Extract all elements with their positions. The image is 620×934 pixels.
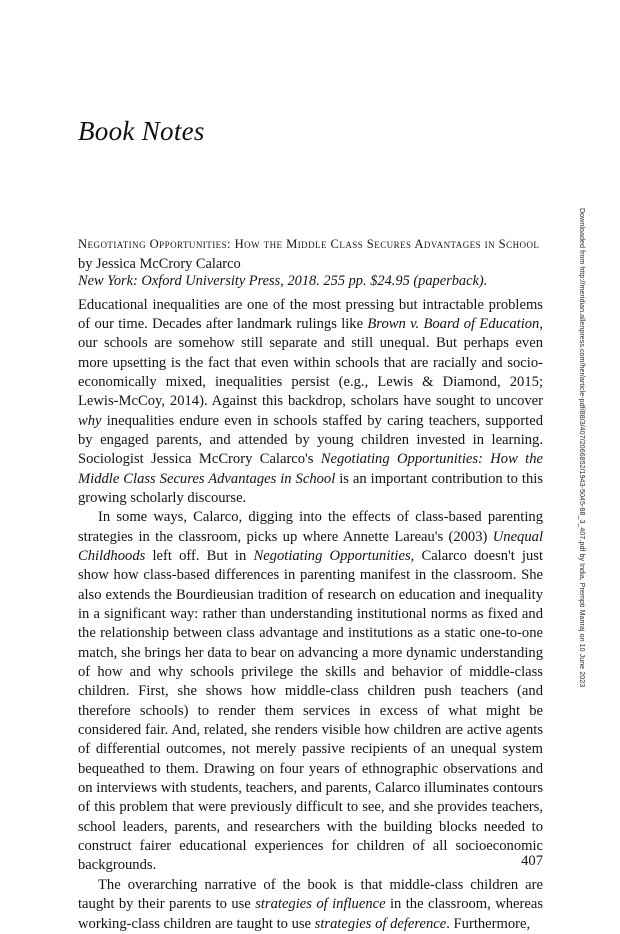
- book-title-heading: Negotiating Opportunities: How the Middle Class Secures Advantages in School: [78, 237, 540, 251]
- paragraph-1-italic-booktitle: Negotiating Opportunities: How the Middle Class Secures Advantages in School: [78, 451, 543, 487]
- paragraph-1-text-d: is an important contribution to this growing scholarly discourse.: [78, 470, 544, 506]
- paragraph-3-text-a: The overarching narrative of the book is that middle-class children are taught by their parents to use: [78, 876, 543, 913]
- paragraph-2-italic-negotiating-opportunities: Negotiating Opportunities: [253, 547, 411, 564]
- paragraph-1-italic-brown: Brown v. Board of Education: [367, 315, 540, 332]
- paragraph-3-italic-deference: strategies of deference: [314, 915, 447, 932]
- paragraph-2-text-b: left off. But in: [145, 547, 254, 564]
- body-paragraph-2: [78, 508, 543, 876]
- body-paragraph-1: [78, 296, 543, 509]
- text-column: [78, 236, 543, 934]
- paragraph-2-italic-unequal-childhoods: Unequal Childhoods: [78, 528, 543, 564]
- book-author-byline: by Jessica McCrory Calarco: [78, 255, 241, 272]
- book-publication-info: New York: Oxford University Press, 2018. 255 pp. $24.95 (paperback).: [78, 273, 488, 289]
- paragraph-1-italic-why: why: [78, 412, 102, 429]
- paragraph-1-text-a: Educational inequalities are one of the most pressing but intractable problems of our time. Decades after landmark rulings like: [78, 296, 543, 332]
- download-watermark: Downloaded from http://meridian.allenpress.com/her/article-pdf/88/3/407/2066852/1943-5045-88_3_407.pdf by India, Prempti Manraj on 10 June 2023: [578, 208, 586, 688]
- paragraph-1-text-b: , our schools are somehow still separate and still unequal. But perhaps even more upsetting is the fact that even within schools that are racially and socio-economically mixed, inequalities persist (e.g., Lewis & Diamond, 2015; Lewis-McCoy, 2014). Against this backdrop, scholars have sought to uncover: [78, 315, 543, 410]
- paragraph-2-text-c: , Calarco doesn't just show how class-based differences in parenting manifest in the classroom. She also extends the Bourdieusian tradition of research on education and inequality in a significant way: rather than understanding institutional norms as fixed and the relationship between class advantage and institutions as a static one-to-one match, she brings her data to bear on advancing a more dynamic understanding of how and why schools privilege the skills and behavior of middle-class children. First, she shows how middle-class children push teachers (and therefore schools) to render them services in excess of what might be considered fair. And, related, she renders visible how children are active agents of differential outcomes, not merely passive recipients of an unequal system bequeathed to them. Drawing on four years of ethnographic observations and on interviews with students, teachers, and parents, Calarco illuminates contours of this problem that were previously difficult to see, and she provides teachers, school leaders, parents, and researchers with the building blocks needed to construct fairer educational experiences for children of all socioeconomic backgrounds.: [78, 547, 544, 874]
- paragraph-1-text-c: inequalities endure even in schools staffed by caring teachers, supported by engaged parents, and attended by young children invested in learning. Sociologist Jessica McCrory Calarco's: [78, 412, 543, 468]
- body-paragraph-3: [78, 876, 543, 934]
- paragraph-3-text-c: . Furthermore,: [446, 915, 531, 932]
- paragraph-3-italic-influence: strategies of influence: [255, 896, 386, 913]
- paragraph-3-text-b: in the classroom, whereas working-class children are taught to use: [78, 896, 544, 932]
- paragraph-2-text-a: In some ways, Calarco, digging into the effects of class-based parenting strategies in the classroom, picks up where Annette Lareau's (2003): [78, 509, 543, 545]
- page-number: 407: [521, 853, 543, 869]
- page-title: Book Notes: [78, 116, 205, 146]
